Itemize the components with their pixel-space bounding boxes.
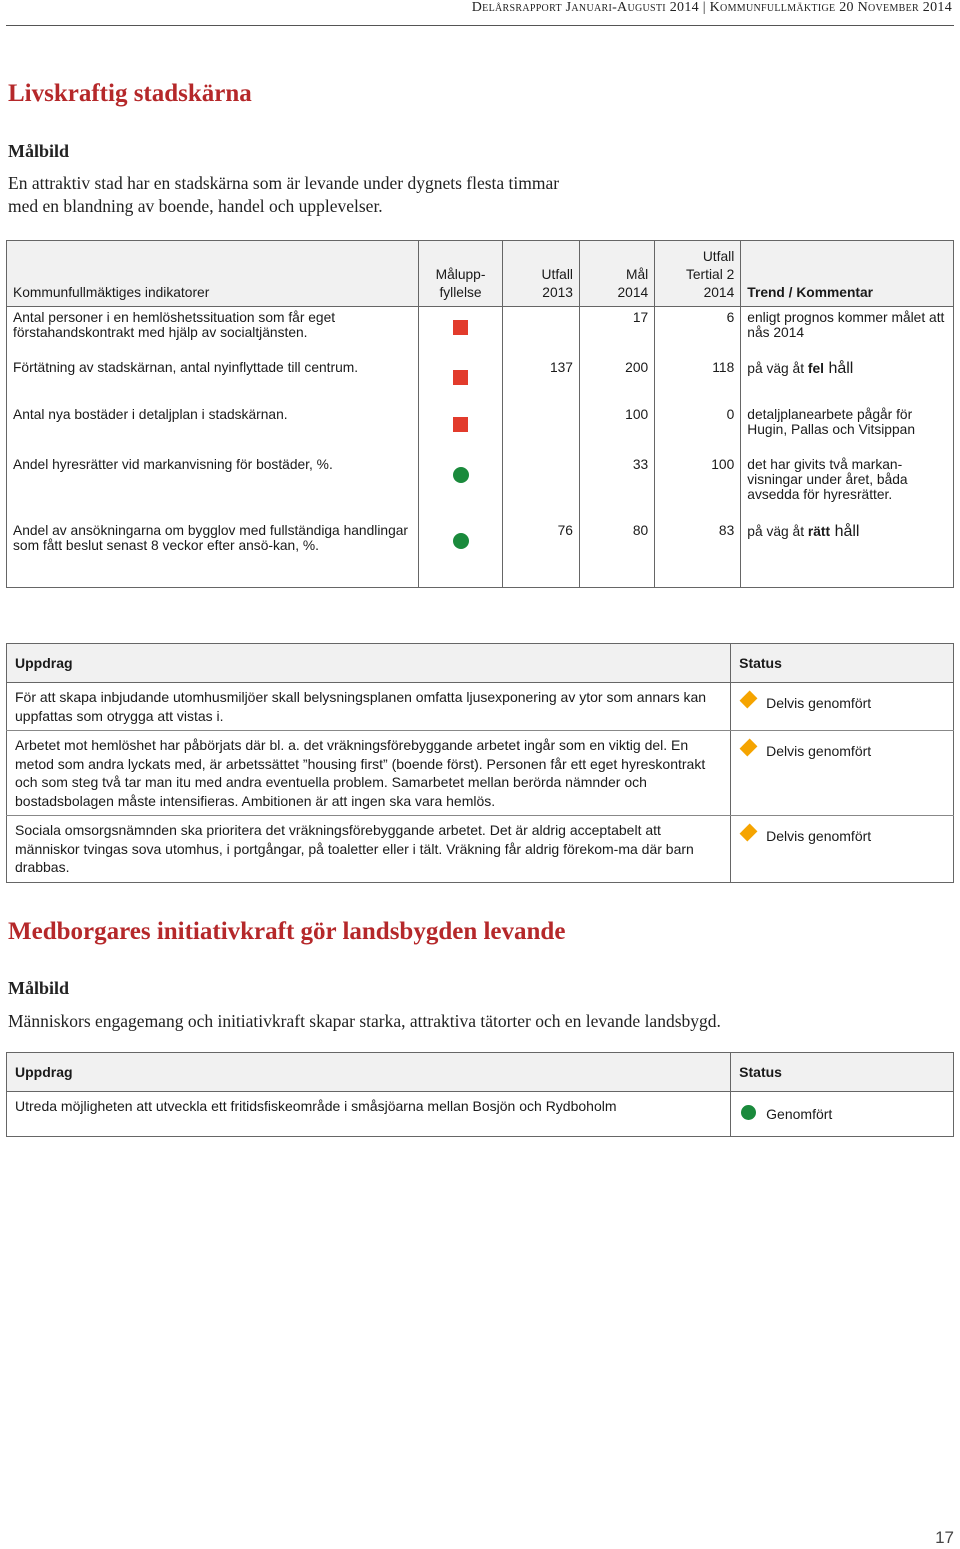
indicator-row [7,404,954,454]
utfall-2013-value [502,307,579,357]
header-status: Status [731,1053,954,1092]
uppdrag-text: Arbetet mot hemlöshet har påbörjats där bl. a. det vräkningsförebyggande arbetet ingår som en viktig del. En metod som andra lyckats med, är arbetssättet ”housing first” (boende först). Personen får ett eget hyreskontrakt och som steg två tar man itu med andra eventuella problem. Samarbetet mellan berörda nämnder och bostadsbolagen måste intensifieras. Ambitionen är att ingen ska vara hemlös. [7,731,731,816]
uppdrag-row [7,816,954,883]
header-status: Status [731,644,954,683]
malbild-text-2: Människors engagemang och initiativkraft skapar starka, attraktiva tätorter och en levande landsbygd. [8,1011,721,1031]
mal-2014-value: 80 [579,520,654,588]
red-square-icon [453,370,468,385]
indicator-name: Andel av ansökningarna om bygglov med fullständiga handlingar som fått beslut senast 8 veckor efter ansö-kan, %. [7,520,419,588]
tertial-2-value: 0 [655,404,741,454]
header-mal-2014: Mål 2014 [579,241,654,307]
mal-2014-value: 100 [579,404,654,454]
status-cell [731,683,954,731]
indicator-row [7,454,954,520]
green-circle-icon [453,467,469,483]
utfall-2013-value: 76 [502,520,579,588]
indicator-name: Andel hyresrätter vid markanvisning för bostäder, %. [7,454,419,520]
indicator-table [6,240,954,588]
header-trend: Trend / Kommentar [741,241,954,307]
status-cell [731,731,954,816]
indicator-name: Antal personer i en hemlöshetssituation som får eget förstahandskontrakt med hjälp av socialtjänsten. [7,307,419,357]
utfall-2013-value [502,404,579,454]
trend-comment: detaljplanearbete pågår för Hugin, Pallas och Vitsippan [747,406,915,437]
status-text: Delvis genomfört [766,828,872,844]
uppdrag-header-row [7,1053,954,1092]
page-number: 17 [935,1528,954,1547]
header-uppdrag: Uppdrag [7,644,731,683]
status-cell [731,1092,954,1137]
header-maluppfyllelse: Målupp- fyllelse [419,241,502,307]
tertial-2-value: 100 [655,454,741,520]
uppdrag-row [7,1092,954,1137]
mal-2014-value: 33 [579,454,654,520]
utfall-2013-value: 137 [502,357,579,404]
status-text: Delvis genomfört [766,743,872,759]
header-text: Delårsrapport Januari-Augusti 2014 | Kommunfullmäktige 20 November 2014 [471,0,952,15]
diamond-icon [740,824,758,842]
header-divider [6,25,954,26]
uppdrag-table-2 [6,1052,954,1137]
trend-comment: det har givits två markan-visningar under året, båda avsedda för hyresrätter. [747,456,908,502]
uppdrag-header-row [7,644,954,683]
uppdrag-text: Sociala omsorgsnämnden ska prioritera det vräkningsförebyggande arbetet. Det är aldrig acceptabelt att människor tvingas sova utomhus, i portgångar, på toaletter eller i tält. Vräkning får aldrig förekom-ma där barn drabbas. [7,816,731,883]
status-text: Genomfört [766,1106,833,1122]
red-square-icon [453,417,468,432]
indicator-name: Antal nya bostäder i detaljplan i stadskärnan. [7,404,419,454]
malbild-line-1: En attraktiv stad har en stadskärna som är levande under dygnets flesta timmar [8,173,560,193]
uppdrag-row [7,683,954,731]
section-title-livskraftig: Livskraftig stadskärna [8,80,252,107]
header-utfall-2013: Utfall 2013 [502,241,579,307]
malbild-label-1: Målbild [8,141,70,161]
header-tertial-2: Utfall Tertial 2 2014 [655,241,741,307]
mal-2014-value: 17 [579,307,654,357]
indicator-header-row [7,241,954,307]
uppdrag-table-1 [6,643,954,883]
malbild-text-1 [8,172,559,218]
mal-2014-value: 200 [579,357,654,404]
trend-comment: enligt prognos kommer målet att nås 2014 [747,310,945,340]
section-title-medborgares: Medborgares initiativkraft gör landsbygden levande [8,918,566,945]
header-indikator: Kommunfullmäktiges indikatorer [7,241,419,307]
green-circle-icon [453,533,469,549]
diamond-icon [740,691,758,709]
status-text: Delvis genomfört [766,695,872,711]
red-square-icon [453,320,468,335]
tertial-2-value: 83 [655,520,741,588]
green-circle-icon [741,1105,756,1120]
malbild-line-2: med en blandning av boende, handel och upplevelser. [8,196,383,216]
trend-comment: på väg åt rätt håll [747,522,860,540]
utfall-2013-value [502,454,579,520]
page-header [0,0,960,22]
indicator-row [7,520,954,588]
diamond-icon [740,739,758,757]
tertial-2-value: 118 [655,357,741,404]
indicator-name: Förtätning av stadskärnan, antal nyinflyttade till centrum. [7,357,419,404]
uppdrag-row [7,731,954,816]
status-cell [731,816,954,883]
indicator-row [7,307,954,357]
malbild-label-2: Målbild [8,978,70,998]
header-uppdrag: Uppdrag [7,1053,731,1092]
trend-comment: på väg åt fel håll [747,359,854,377]
tertial-2-value: 6 [655,307,741,357]
uppdrag-text: Utreda möjligheten att utveckla ett fritidsfiskeområde i småsjöarna mellan Bosjön och Rydboholm [7,1092,731,1137]
uppdrag-text: För att skapa inbjudande utomhusmiljöer skall belysningsplanen omfatta ljusexponering av ytor som annars kan uppfattas som otrygga att vistas i. [7,683,731,731]
indicator-row [7,357,954,404]
